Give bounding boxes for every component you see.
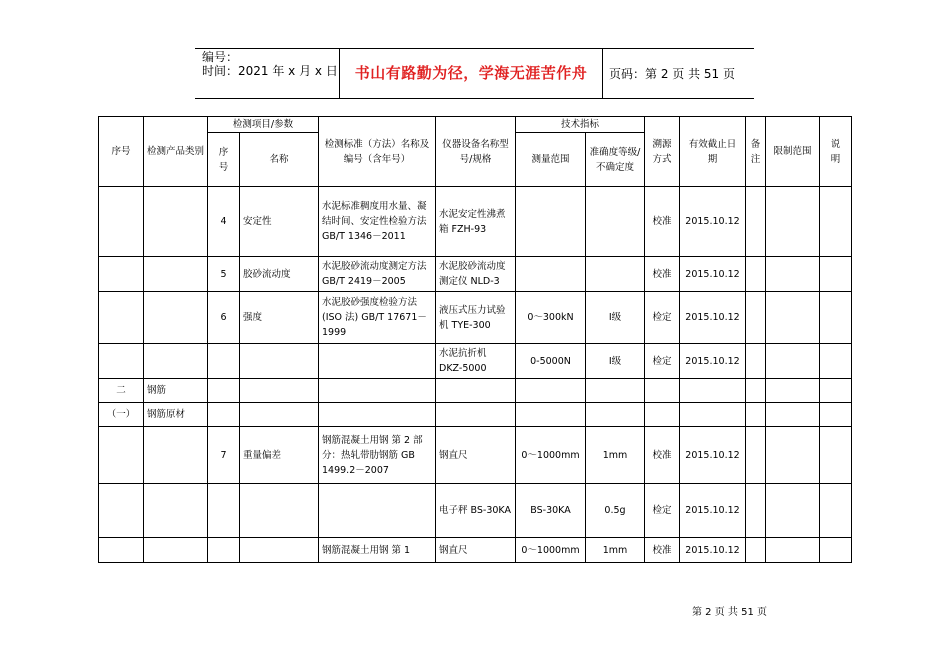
- table-row: 5 胶砂流动度 水泥胶砂流动度测定方法 GB/T 2419－2005 水泥胶砂流动度测定仪 NLD-3 校准 2015.10.12: [99, 257, 852, 292]
- col-limit: 限制范围: [766, 117, 820, 187]
- header-meta: [202, 50, 338, 78]
- col-accuracy: 准确度等级/不确定度: [586, 133, 645, 187]
- table-row: 钢筋混凝土用钢 第 1 钢直尺 0～1000mm 1mm 校准 2015.10.12: [99, 538, 852, 563]
- col-tech-group: 技术指标: [516, 117, 645, 133]
- header-bottom-rule: [195, 98, 754, 99]
- col-seq: 序号: [99, 117, 144, 187]
- table-row: 7 重量偏差 钢筋混凝土用钢 第 2 部分：热轧带肋钢筋 GB 1499.2－2007 钢直尺 0～1000mm 1mm 校准 2015.10.12: [99, 427, 852, 484]
- header-motto: 书山有路勤为径，学海无涯苦作舟: [354, 64, 588, 82]
- header-top-rule: [195, 48, 754, 49]
- table-row: 二 钢筋: [99, 379, 852, 403]
- col-range: 测量范围: [516, 133, 586, 187]
- col-item-seq: 序号: [208, 133, 240, 187]
- header-page-info: 页码：第 2 页 共 51 页: [609, 67, 735, 81]
- table-row: （一） 钢筋原材: [99, 403, 852, 427]
- code-label: 编号：: [202, 50, 239, 64]
- inspection-table: [98, 116, 852, 563]
- header-divider-right: [602, 48, 603, 99]
- table-row: 4 安定性 水泥标准稠度用水量、凝结时间、安定性检验方法 GB/T 1346－2011 水泥安定性沸煮箱 FZH-93 校准 2015.10.12: [99, 187, 852, 257]
- col-item-group: 检测项目/参数: [208, 117, 319, 133]
- col-trace: 溯源方式: [645, 117, 680, 187]
- table-row: 6 强度 水泥胶砂强度检验方法(ISO 法) GB/T 17671－1999 液压式压力试验机 TYE-300 0～300kN Ⅰ级 检定 2015.10.12: [99, 292, 852, 344]
- page-footer: 第 2 页 共 51 页: [692, 607, 767, 618]
- col-note: 说明: [820, 117, 852, 187]
- col-item-name: 名称: [240, 133, 319, 187]
- table-row: 水泥抗折机 DKZ-5000 0-5000N Ⅰ级 检定 2015.10.12: [99, 344, 852, 379]
- table-header-row-1: [99, 117, 852, 133]
- col-remark: 备注: [746, 117, 766, 187]
- header-divider-left: [339, 48, 340, 99]
- col-standard: 检测标准（方法）名称及编号（含年号）: [319, 117, 436, 187]
- col-valid-until: 有效截止日期: [680, 117, 746, 187]
- col-instrument: 仪器设备名称型号/规格: [436, 117, 516, 187]
- col-category: 检测产品类别: [144, 117, 208, 187]
- time-label: 时间：2021 年 x 月 x 日: [202, 64, 338, 78]
- table-row: 电子秤 BS-30KA BS-30KA 0.5g 检定 2015.10.12: [99, 484, 852, 538]
